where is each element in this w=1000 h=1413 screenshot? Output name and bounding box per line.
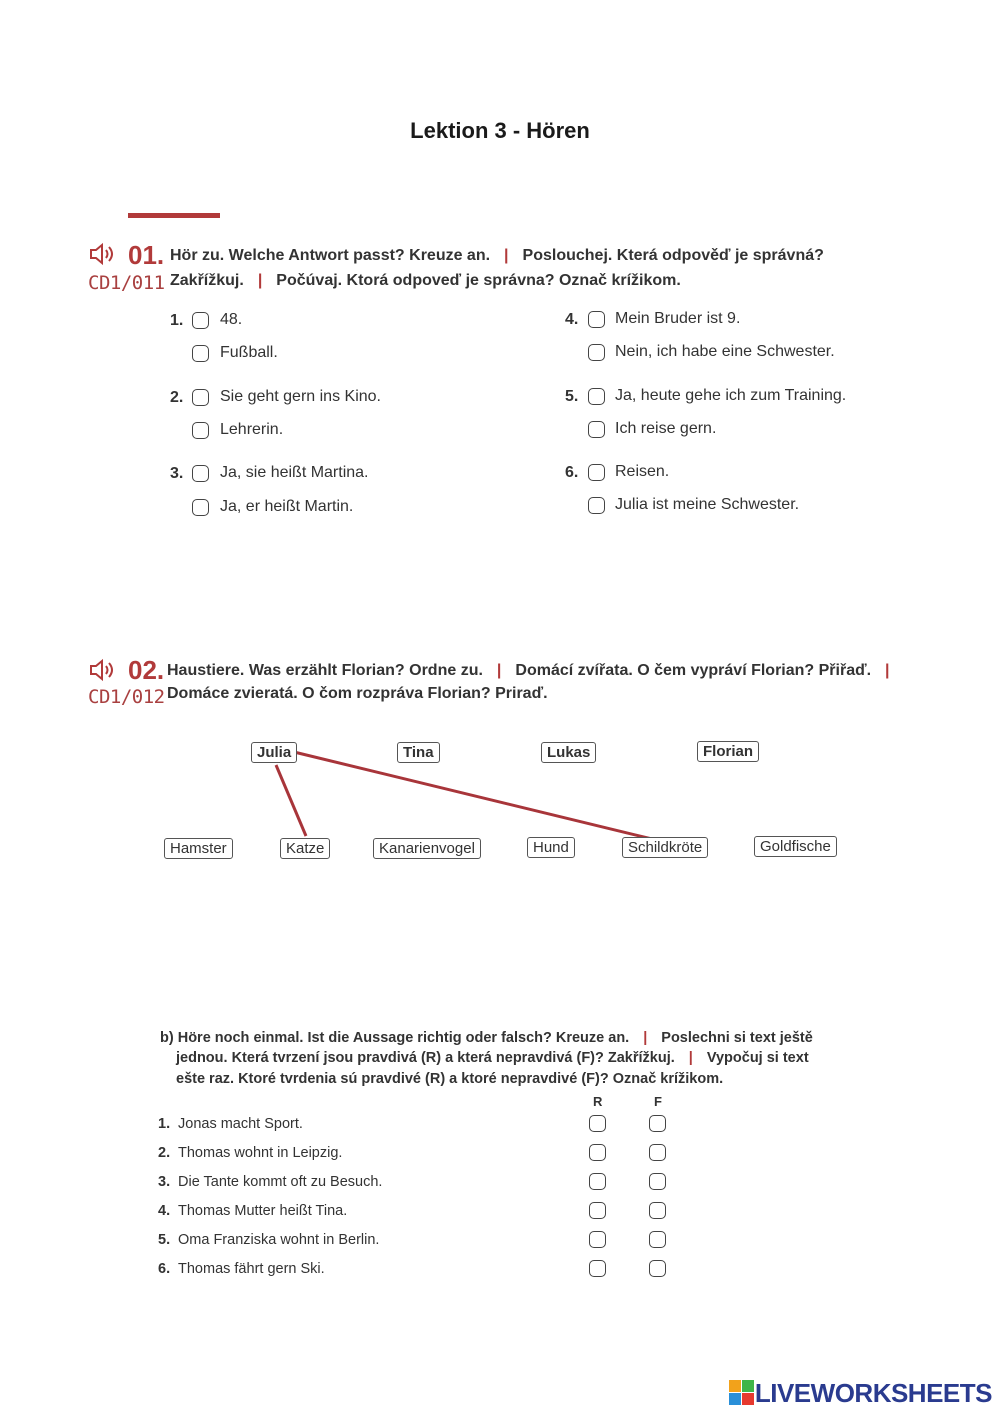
answer-option: Nein, ich habe eine Schwester. [615, 343, 835, 360]
name-box-tina[interactable]: Tina [397, 742, 440, 763]
statement-text: Oma Franziska wohnt in Berlin. [178, 1232, 380, 1248]
statement-text: Jonas macht Sport. [178, 1116, 303, 1132]
richtig-checkbox[interactable] [589, 1173, 606, 1190]
answer-option: Fußball. [220, 344, 278, 361]
statement-text: Thomas wohnt in Leipzig. [178, 1145, 343, 1161]
richtig-checkbox[interactable] [589, 1144, 606, 1161]
statement-number: 6. [158, 1261, 171, 1277]
falsch-checkbox[interactable] [649, 1173, 666, 1190]
richtig-checkbox[interactable] [589, 1202, 606, 1219]
answer-option: Ja, er heißt Martin. [220, 498, 354, 515]
instruction-cz-b: jednou. Která tvrzení jsou pravdivá (R) a která nepravdivá (F)? Zakřížkuj. [176, 1050, 675, 1066]
instruction-label: b) [160, 1030, 174, 1046]
animal-box-schildkroete[interactable]: Schildkröte [622, 837, 708, 858]
exercise-b-instruction-line1: b) Höre noch einmal. Ist die Aussage richtig oder falsch? Kreuze an. | Poslechni si text ještě [160, 1030, 813, 1046]
liveworksheets-logo[interactable] [729, 1377, 992, 1408]
answer-option: Mein Bruder ist 9. [615, 310, 741, 327]
statement-number: 4. [158, 1203, 171, 1219]
instruction-de: Haustiere. Was erzählt Florian? Ordne zu. [167, 662, 483, 679]
exercise-instruction-line2: Domáce zvieratá. O čom rozpráva Florian? Priraď. [167, 685, 548, 702]
answer-option: Lehrerin. [220, 421, 284, 438]
cd-track-label: CD1/012 [88, 686, 165, 708]
instruction-sk-a: Vypočuj si text [706, 1050, 809, 1066]
connection-line-julia-schildkroete [294, 752, 652, 839]
name-box-julia[interactable]: Julia [251, 742, 297, 763]
exercise-b-instruction-line2: jednou. Která tvrzení jsou pravdivá (R) a která nepravdivá (F)? Zakřížkuj. | Vypočuj si text [176, 1050, 809, 1066]
statement-number: 2. [158, 1145, 171, 1161]
cd-track-label: CD1/011 [88, 272, 165, 294]
statement-text: Thomas fährt gern Ski. [178, 1261, 325, 1277]
question-number: 1. [170, 312, 184, 329]
falsch-checkbox[interactable] [649, 1144, 666, 1161]
instruction-cz: Domácí zvířata. O čem vypráví Florian? Přiřaď. [515, 662, 872, 679]
falsch-checkbox[interactable] [649, 1260, 666, 1277]
statement-number: 3. [158, 1174, 171, 1190]
animal-box-katze[interactable]: Katze [280, 838, 330, 859]
instruction-de: Hör zu. Welche Antwort passt? Kreuze an. [170, 247, 491, 264]
answer-option: Ja, sie heißt Martina. [220, 464, 369, 481]
statement-number: 1. [158, 1116, 171, 1132]
answer-option: Julia ist meine Schwester. [615, 496, 800, 513]
richtig-checkbox[interactable] [589, 1115, 606, 1132]
instruction-cz: Poslouchej. Která odpověď je správná? [522, 247, 824, 264]
exercise-instruction-line2: Zakřížkuj. | Počúvaj. Ktorá odpoveď je správna? Označ krížikom. [170, 272, 681, 289]
logo-text: LIVEWORKSHEETS [754, 1377, 992, 1408]
richtig-checkbox[interactable] [589, 1260, 606, 1277]
instruction-cz2: Zakřížkuj. [170, 272, 244, 289]
animal-box-goldfische[interactable]: Goldfische [754, 836, 837, 857]
connection-line-julia-katze [276, 765, 306, 836]
exercise-instruction-line1: Haustiere. Was erzählt Florian? Ordne zu. | Domácí zvířata. O čem vypráví Florian? Přiřaď. | [167, 662, 890, 679]
falsch-checkbox[interactable] [649, 1115, 666, 1132]
exercise-number: 01. [128, 240, 165, 270]
exercise-b-instruction-line3: ešte raz. Ktoré tvrdenia sú pravdivé (R) a ktoré nepravdivé (F)? Označ krížikom. [176, 1071, 724, 1087]
statement-text: Die Tante kommt oft zu Besuch. [178, 1174, 383, 1190]
answer-option: Sie geht gern ins Kino. [220, 388, 381, 405]
animal-box-hamster[interactable]: Hamster [164, 838, 233, 859]
falsch-checkbox[interactable] [649, 1231, 666, 1248]
instruction-de: Höre noch einmal. Ist die Aussage richtig oder falsch? Kreuze an. [177, 1030, 630, 1046]
question-number: 6. [565, 464, 579, 481]
exercise-number: 02. [128, 655, 165, 685]
instruction-sk: Počúvaj. Ktorá odpoveď je správna? Označ krížikom. [276, 272, 681, 289]
question-number: 2. [170, 389, 184, 406]
column-header-falsch: F [654, 1094, 662, 1109]
animal-box-kanarienvogel[interactable]: Kanarienvogel [373, 838, 481, 859]
answer-option: 48. [220, 311, 243, 328]
animal-box-hund[interactable]: Hund [527, 837, 575, 858]
richtig-checkbox[interactable] [589, 1231, 606, 1248]
statement-number: 5. [158, 1232, 171, 1248]
instruction-separator: | [885, 662, 890, 679]
column-header-richtig: R [593, 1094, 603, 1109]
instruction-cz-a: Poslechni si text ještě [661, 1030, 813, 1046]
name-box-florian[interactable]: Florian [697, 741, 759, 762]
statement-text: Thomas Mutter heißt Tina. [178, 1203, 348, 1219]
answer-option: Reisen. [615, 463, 670, 480]
answer-option: Ja, heute gehe ich zum Training. [615, 387, 847, 404]
falsch-checkbox[interactable] [649, 1202, 666, 1219]
question-number: 4. [565, 311, 579, 328]
exercise-instruction-line1: Hör zu. Welche Antwort passt? Kreuze an. | Poslouchej. Která odpověď je správná? [170, 247, 824, 264]
name-box-lukas[interactable]: Lukas [541, 742, 596, 763]
question-number: 3. [170, 465, 184, 482]
page-title: Lektion 3 - Hören [410, 118, 590, 143]
question-number: 5. [565, 388, 579, 405]
answer-option: Ich reise gern. [615, 420, 717, 437]
logo-icon [729, 1380, 755, 1406]
